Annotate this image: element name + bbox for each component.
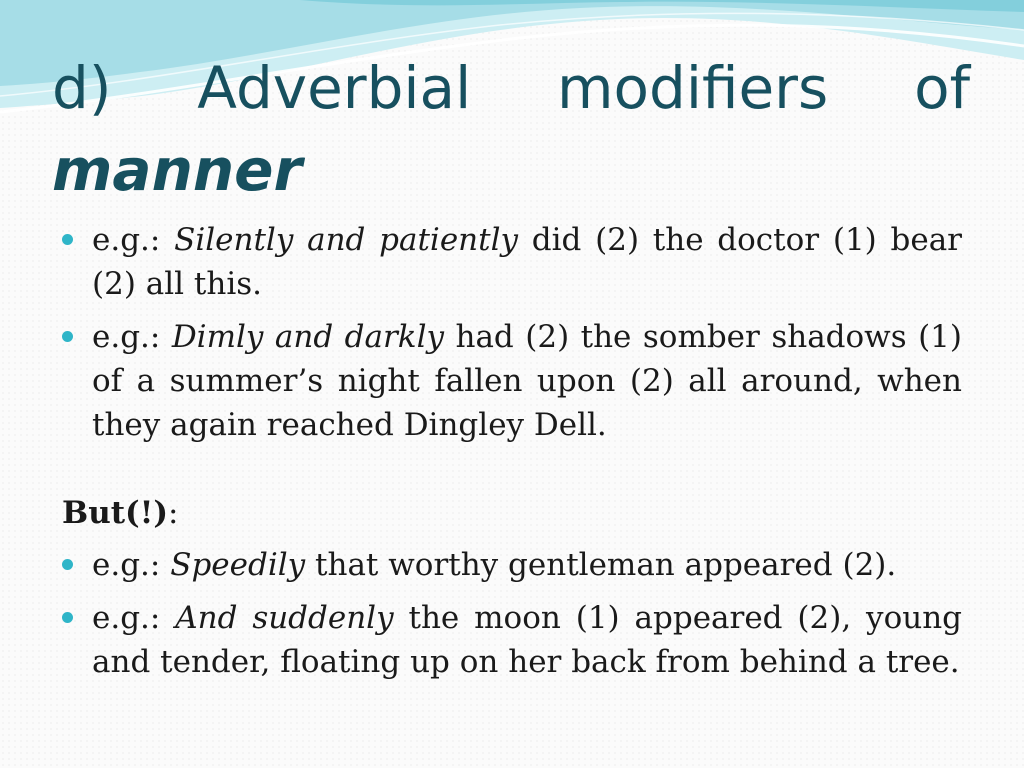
bullet-icon — [62, 331, 73, 342]
slide-content — [62, 218, 962, 693]
example-prefix: e.g.: — [92, 547, 171, 583]
example-emphasis: Silently and patiently — [174, 222, 519, 258]
example-emphasis: And suddenly — [175, 600, 394, 636]
example-prefix: e.g.: — [92, 222, 175, 258]
but-heading — [62, 491, 962, 535]
example-prefix: e.g.: — [92, 319, 172, 355]
but-label: But(!) — [62, 495, 169, 531]
example-item-1 — [62, 218, 962, 306]
example-text: did (2) the doctor (1) bear (2) all this. — [92, 222, 962, 302]
example-item-3 — [62, 543, 962, 587]
bullet-icon — [62, 612, 73, 623]
example-text: had (2) the somber shadows (1) of a summer’s night fallen upon (2) all around, when they again reached Dingley Dell. — [92, 319, 963, 443]
example-text: that worthy gentleman appeared (2). — [305, 547, 897, 583]
bullet-icon — [62, 234, 73, 245]
example-text: the moon (1) appeared (2), young and tender, floating up on her back from behind a tree. — [92, 600, 963, 680]
example-prefix: e.g.: — [92, 600, 176, 636]
bullet-icon — [62, 559, 73, 570]
example-item-4 — [62, 596, 962, 684]
slide-title: d) Adverbial modifiers of — [52, 54, 970, 122]
slide-title-line2: manner — [52, 136, 303, 204]
example-emphasis: Dimly and darkly — [171, 319, 445, 355]
but-colon: : — [168, 495, 179, 531]
example-emphasis: Speedily — [170, 547, 306, 583]
example-item-2 — [62, 315, 962, 447]
